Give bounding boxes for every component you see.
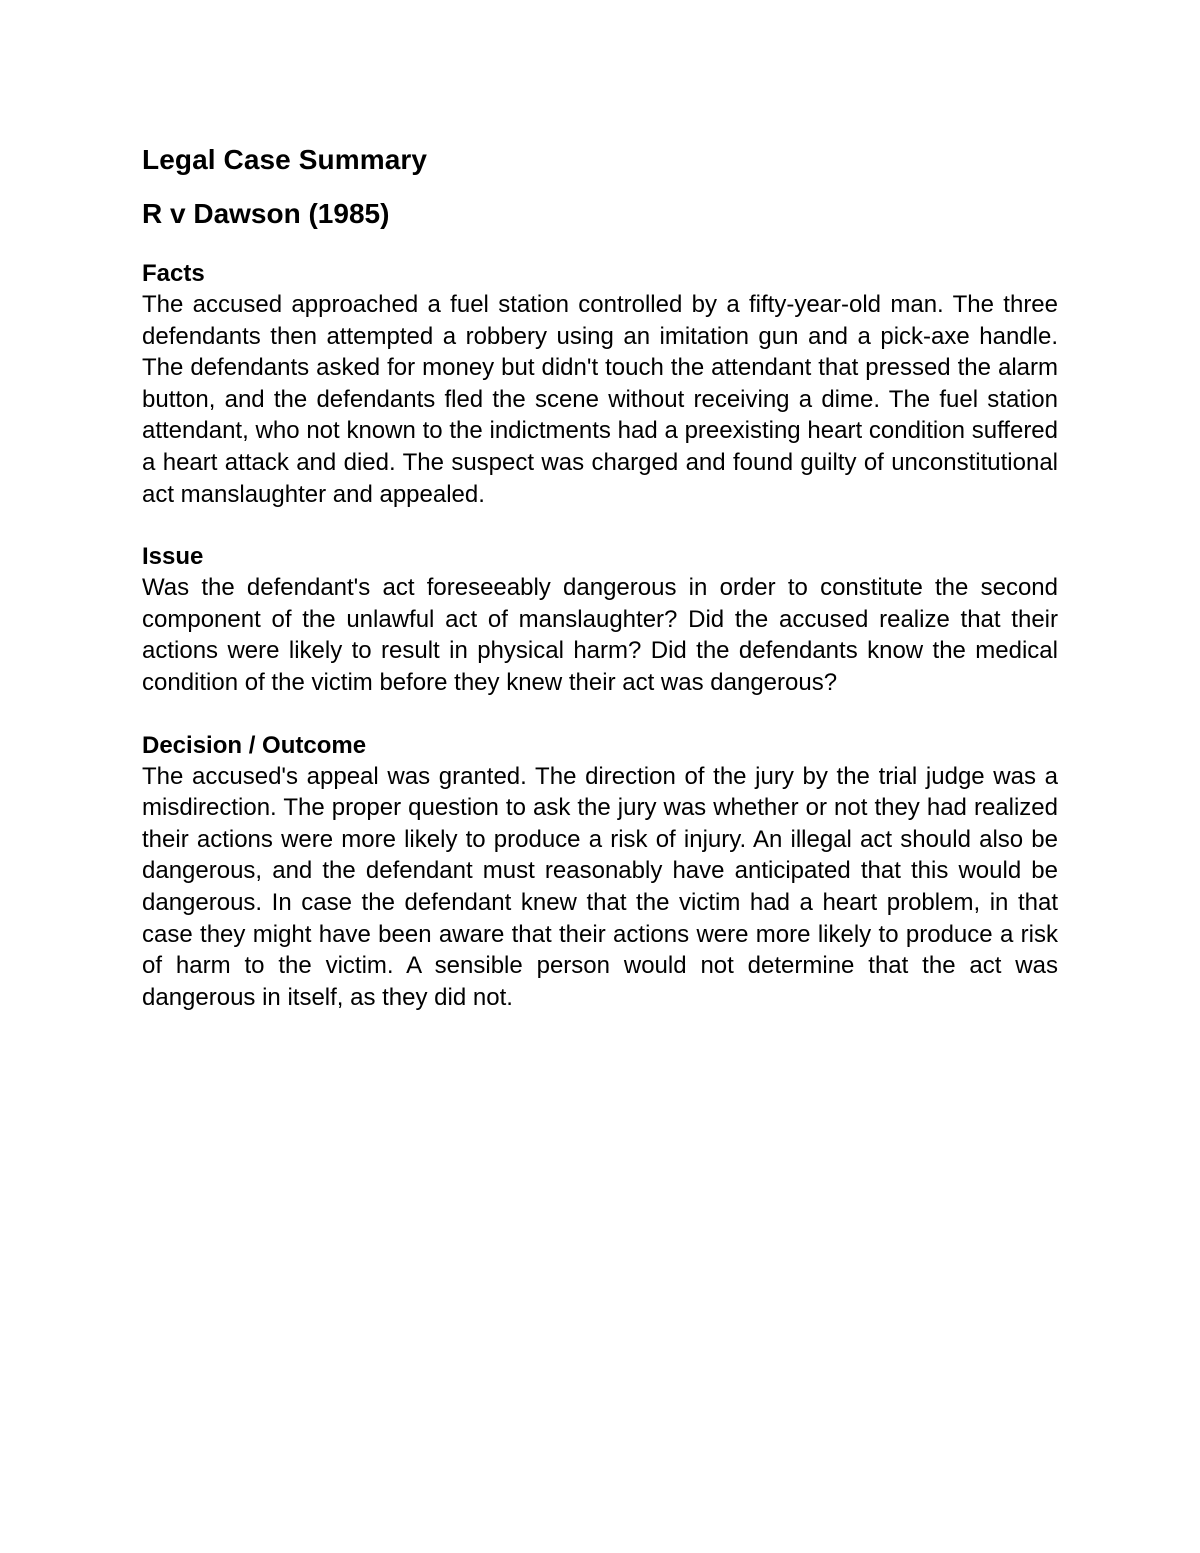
facts-section: [142, 258, 1058, 510]
decision-section: [142, 730, 1058, 1014]
issue-heading: Issue: [142, 543, 204, 571]
issue-body: Was the defendant's act foreseeably dangerous in order to constitute the second component of the unlawful act of manslaughter? Did the accused realize that their actions were likely to result in physical harm? Did the defendants know the medical condition of the victim before they knew their act was dangerous?: [142, 574, 1058, 696]
facts-body: The accused approached a fuel station controlled by a fifty-year-old man. The three defendants then attempted a robbery using an imitation gun and a pick-axe handle. The defendants asked for money but didn't touch the attendant that pressed the alarm button, and the defendants fled the scene without receiving a dime. The fuel station attendant, who not known to the indictments had a preexisting heart condition suffered a heart attack and died. The suspect was charged and found guilty of unconstitutional act manslaughter and appealed.: [142, 291, 1058, 508]
case-name: R v Dawson (1985): [142, 198, 390, 229]
document-title: Legal Case Summary: [142, 144, 428, 175]
facts-heading: Facts: [142, 260, 205, 287]
issue-section: [142, 541, 1058, 698]
decision-heading: Decision / Outcome: [142, 731, 367, 759]
document-page: [142, 140, 1058, 1044]
decision-body: The accused's appeal was granted. The direction of the jury by the trial judge was a misdirection. The proper question to ask the jury was whether or not they had realized their actions were more likely to produce a risk of injury. An illegal act should also be dangerous, and the defendant must reasonably have anticipated that this would be dangerous. In case the defendant knew that the victim had a heart problem, in that case they might have been aware that their actions were more likely to produce a risk of harm to the victim. A sensible person would not determine that the act was dangerous in itself, as they did not.: [142, 762, 1058, 1011]
